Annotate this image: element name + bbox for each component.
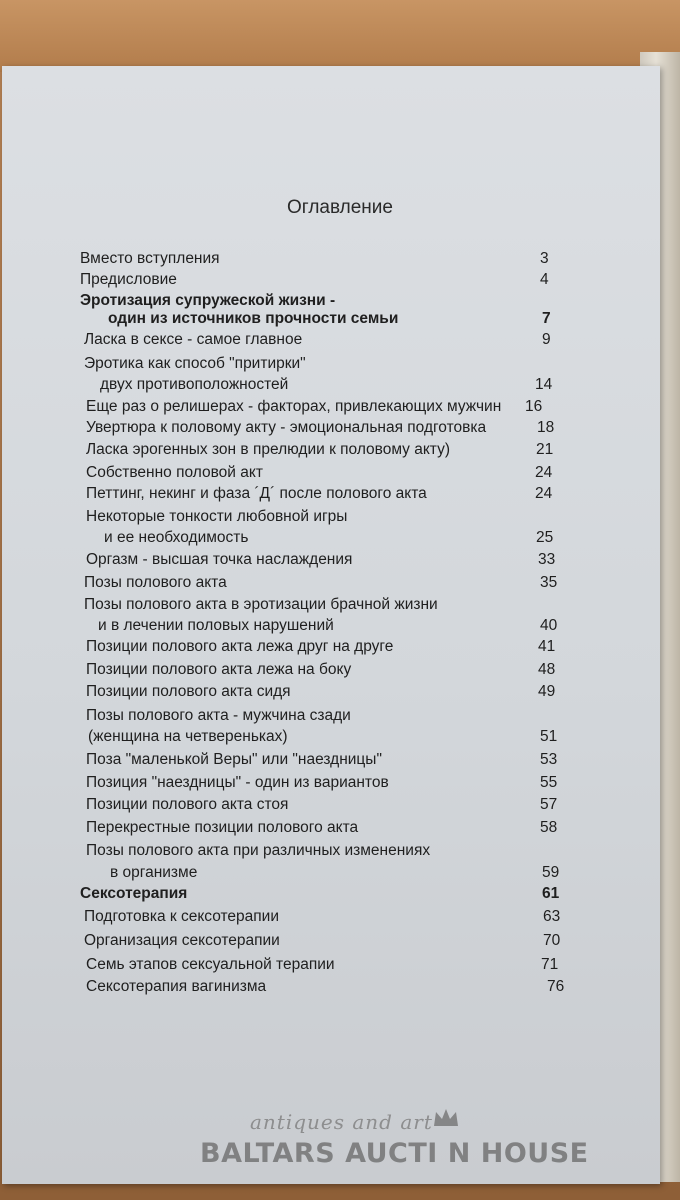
- toc-entry-label: Позы полового акта при различных изменениях: [86, 842, 431, 859]
- toc-entry-page: 40: [540, 617, 558, 634]
- toc-entry: [0, 796, 680, 820]
- toc-entry-label: Организация сексотерапии: [84, 932, 280, 949]
- watermark-brand: BALTARS AUCTI N HOUSE: [200, 1138, 589, 1169]
- toc-entry-page: 63: [543, 908, 561, 925]
- toc-entry-page: 24: [535, 485, 553, 502]
- toc-entry-label: (женщина на четвереньках): [88, 728, 288, 745]
- toc-entry-label: Предисловие: [80, 271, 177, 288]
- toc-entry: [0, 908, 680, 932]
- toc-entry: [0, 376, 680, 400]
- toc-entry-label: Подготовка к сексотерапии: [84, 908, 279, 925]
- toc-entry-page: 7: [542, 310, 551, 327]
- toc-entry-page: 53: [540, 751, 558, 768]
- toc-entry-page: 49: [538, 683, 556, 700]
- toc-entry: [0, 683, 680, 707]
- toc-entry: [0, 574, 680, 598]
- toc-entry-label: Некоторые тонкости любовной игры: [86, 508, 348, 525]
- toc-entry: [0, 842, 680, 866]
- toc-entry-page: 41: [538, 638, 556, 655]
- toc-entry-page: 3: [540, 250, 549, 267]
- toc-entry-page: 18: [537, 419, 555, 436]
- watermark: [0, 1100, 680, 1190]
- toc-entry-label: Эротика как способ "притирки": [84, 355, 306, 372]
- toc-entry-page: 61: [542, 885, 560, 902]
- toc-entry-page: 48: [538, 661, 556, 678]
- toc-entry: [0, 956, 680, 980]
- toc-entry-page: 35: [540, 574, 558, 591]
- toc-entry: [0, 774, 680, 798]
- toc-entry-page: 71: [541, 956, 559, 973]
- toc-entry-label: Еще раз о релишерах - факторах, привлекающих мужчин: [86, 398, 502, 415]
- toc-entry-label: Позиции полового акта сидя: [86, 683, 291, 700]
- toc-entry: [0, 932, 680, 956]
- toc-entry-label: Петтинг, некинг и фаза ´Д´ после полового акта: [86, 485, 427, 502]
- toc-entry-label: двух противоположностей: [100, 376, 289, 393]
- toc-entry-label: Эротизация супружеской жизни -: [80, 292, 336, 309]
- toc-entry-page: 59: [542, 864, 560, 881]
- toc-entry: [0, 978, 680, 1002]
- crown-icon: [431, 1104, 461, 1134]
- toc-entry: [0, 485, 680, 509]
- toc-entry: [0, 419, 680, 443]
- toc-entry-label: Позы полового акта: [84, 574, 227, 591]
- toc-entry-label: Собственно половой акт: [86, 464, 263, 481]
- toc-entry: [0, 885, 680, 909]
- toc-entry: [0, 661, 680, 685]
- toc-entry-page: 33: [538, 551, 556, 568]
- toc-entry-page: 4: [540, 271, 549, 288]
- toc-entry-label: в организме: [110, 864, 198, 881]
- toc-entry-label: Позиция "наездницы" - один из вариантов: [86, 774, 389, 791]
- toc-entry-label: Позиции полового акта стоя: [86, 796, 289, 813]
- toc-entry-label: Семь этапов сексуальной терапии: [86, 956, 335, 973]
- toc-entry-page: 16: [525, 398, 543, 415]
- toc-entry-page: 58: [540, 819, 558, 836]
- toc-title: Оглавление: [287, 197, 393, 218]
- toc-entry-page: 21: [536, 441, 554, 458]
- toc-entry-label: Позы полового акта - мужчина сзади: [86, 707, 351, 724]
- toc-entry-label: Поза "маленькой Веры" или "наездницы": [86, 751, 382, 768]
- toc-entry: [0, 331, 680, 355]
- toc-entry-label: Ласка эрогенных зон в прелюдии к половому акту): [86, 441, 450, 458]
- toc-entry: [0, 751, 680, 775]
- toc-entry-page: 55: [540, 774, 558, 791]
- toc-entry-label: один из источников прочности семьи: [108, 310, 399, 327]
- toc-entry-label: Перекрестные позиции полового акта: [86, 819, 359, 836]
- toc-entry-label: и ее необходимость: [104, 529, 249, 546]
- toc-entry-page: 51: [540, 728, 558, 745]
- toc-entry: [0, 551, 680, 575]
- toc-entry: [0, 638, 680, 662]
- toc-entry-page: 9: [542, 331, 551, 348]
- toc-entry-page: 70: [543, 932, 561, 949]
- toc-entry-label: Позиции полового акта лежа на боку: [86, 661, 352, 678]
- toc-entry-page: 14: [535, 376, 553, 393]
- toc-entry-label: и в лечении половых нарушений: [98, 617, 334, 634]
- toc-entry-label: Позы полового акта в эротизации брачной жизни: [84, 596, 438, 613]
- toc-entry-page: 25: [536, 529, 554, 546]
- toc-entry: [0, 441, 680, 465]
- toc-entry-page: 76: [547, 978, 565, 995]
- toc-entry-page: 57: [540, 796, 558, 813]
- watermark-tagline: antiques and art: [250, 1110, 433, 1134]
- toc-entry: [0, 819, 680, 843]
- toc-entry: [0, 728, 680, 752]
- toc-entry-label: Ласка в сексе - самое главное: [84, 331, 303, 348]
- toc-entry-label: Увертюра к половому акту - эмоциональная подготовка: [86, 419, 487, 436]
- toc-entry-label: Вместо вступления: [80, 250, 220, 267]
- toc-entry: [0, 529, 680, 553]
- toc-entry-page: 24: [535, 464, 553, 481]
- toc-entry-label: Сексотерапия вагинизма: [86, 978, 267, 995]
- toc-entry-label: Позиции полового акта лежа друг на друге: [86, 638, 394, 655]
- toc-entry-label: Сексотерапия: [80, 885, 188, 902]
- toc-entry-label: Оргазм - высшая точка наслаждения: [86, 551, 353, 568]
